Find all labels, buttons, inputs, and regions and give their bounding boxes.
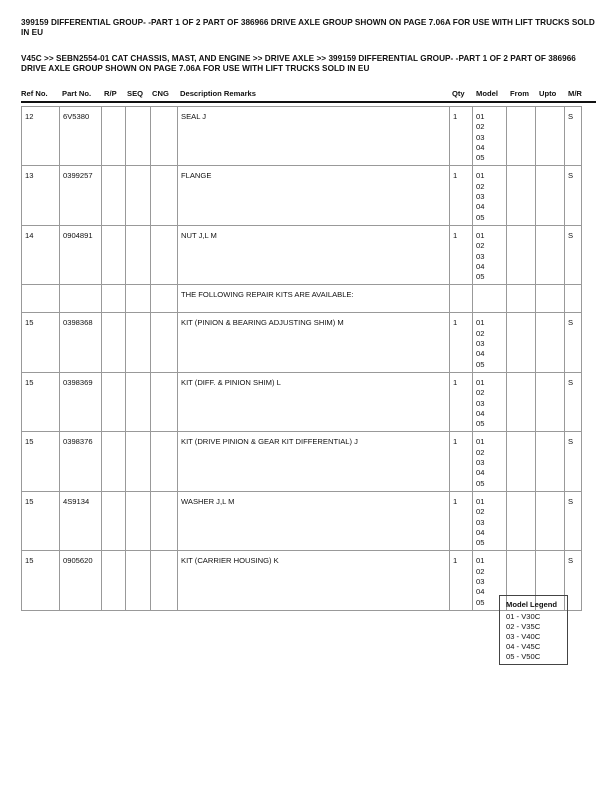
seq-cell bbox=[126, 166, 151, 225]
from-cell bbox=[507, 491, 536, 550]
from-cell bbox=[507, 285, 536, 313]
model-code: 01 bbox=[476, 496, 485, 506]
part-number-cell: 0398376 bbox=[60, 432, 102, 491]
model-code: 02 bbox=[476, 566, 485, 576]
mr-cell: S bbox=[565, 166, 582, 225]
ref-cell: 15 bbox=[22, 313, 60, 372]
qty-cell: 1 bbox=[450, 225, 473, 284]
header-divider bbox=[21, 101, 596, 103]
model-code: 04 bbox=[476, 202, 485, 212]
seq-cell bbox=[126, 372, 151, 431]
cng-cell bbox=[151, 166, 178, 225]
column-header-ref: Ref No. bbox=[21, 89, 48, 98]
model-code: 02 bbox=[476, 388, 485, 398]
ref-cell: 12 bbox=[22, 107, 60, 166]
model-code: 02 bbox=[476, 122, 485, 132]
model-code: 02 bbox=[476, 447, 485, 457]
qty-cell: 1 bbox=[450, 491, 473, 550]
model-code: 01 bbox=[476, 230, 485, 240]
model-legend-item: 02 - V35C bbox=[506, 622, 541, 631]
model-legend-item: 03 - V40C bbox=[506, 632, 541, 641]
qty-cell: 1 bbox=[450, 432, 473, 491]
model-cell bbox=[473, 313, 507, 372]
upto-cell bbox=[536, 372, 565, 431]
part-number-cell: 0904891 bbox=[60, 225, 102, 284]
model-code: 03 bbox=[476, 339, 485, 349]
model-code: 04 bbox=[476, 468, 485, 478]
column-header-mr: M/R bbox=[568, 89, 582, 98]
qty-cell: 1 bbox=[450, 372, 473, 431]
cng-cell bbox=[151, 285, 178, 313]
model-code: 05 bbox=[476, 153, 485, 163]
cng-cell bbox=[151, 225, 178, 284]
model-cell bbox=[473, 166, 507, 225]
model-legend bbox=[499, 595, 568, 665]
table-row bbox=[22, 313, 582, 372]
model-legend-item: 05 - V50C bbox=[506, 652, 541, 661]
description-cell: KIT (DRIVE PINION & GEAR KIT DIFFERENTIAL) J bbox=[178, 432, 450, 491]
description-cell: KIT (DIFF. & PINION SHIM) L bbox=[178, 372, 450, 431]
table-row bbox=[22, 166, 582, 225]
description-cell: SEAL J bbox=[178, 107, 450, 166]
model-code: 04 bbox=[476, 408, 485, 418]
cng-cell bbox=[151, 313, 178, 372]
from-cell bbox=[507, 225, 536, 284]
from-cell bbox=[507, 432, 536, 491]
model-code: 03 bbox=[476, 192, 485, 202]
part-number-cell: 6V5380 bbox=[60, 107, 102, 166]
upto-cell bbox=[536, 166, 565, 225]
model-code: 04 bbox=[476, 527, 485, 537]
table-row bbox=[22, 372, 582, 431]
model-cell bbox=[473, 432, 507, 491]
table-row bbox=[22, 107, 582, 166]
model-code: 03 bbox=[476, 251, 485, 261]
upto-cell bbox=[536, 285, 565, 313]
seq-cell bbox=[126, 551, 151, 610]
description-cell: NUT J,L M bbox=[178, 225, 450, 284]
mr-cell: S bbox=[565, 551, 582, 610]
upto-cell bbox=[536, 313, 565, 372]
mr-cell: S bbox=[565, 432, 582, 491]
model-code: 01 bbox=[476, 112, 485, 121]
description-cell: FLANGE bbox=[178, 166, 450, 225]
mr-cell: S bbox=[565, 225, 582, 284]
rp-cell bbox=[102, 225, 126, 284]
model-code: 03 bbox=[476, 517, 485, 527]
model-code: 04 bbox=[476, 349, 485, 359]
column-header-seq: SEQ bbox=[127, 89, 144, 98]
model-code: 03 bbox=[476, 458, 485, 468]
parts-table bbox=[21, 106, 582, 611]
model-legend-title: Model Legend bbox=[506, 600, 558, 609]
description-cell: THE FOLLOWING REPAIR KITS ARE AVAILABLE: bbox=[178, 285, 450, 313]
seq-cell bbox=[126, 313, 151, 372]
rp-cell bbox=[102, 313, 126, 372]
ref-cell: 15 bbox=[22, 491, 60, 550]
model-legend-item: 01 - V30C bbox=[506, 612, 541, 621]
model-cell bbox=[473, 372, 507, 431]
qty-cell: 1 bbox=[450, 313, 473, 372]
model-cell bbox=[473, 285, 507, 313]
ref-cell: 15 bbox=[22, 432, 60, 491]
ref-cell: 15 bbox=[22, 551, 60, 610]
part-number-cell: 0398369 bbox=[60, 372, 102, 431]
from-cell bbox=[507, 372, 536, 431]
upto-cell bbox=[536, 491, 565, 550]
model-code: 03 bbox=[476, 576, 485, 586]
from-cell bbox=[507, 166, 536, 225]
ref-cell bbox=[22, 285, 60, 313]
model-code: 04 bbox=[476, 587, 485, 597]
part-number-cell: 4S9134 bbox=[60, 491, 102, 550]
from-cell bbox=[507, 107, 536, 166]
column-header-desc: Description Remarks bbox=[180, 89, 256, 98]
model-code: 01 bbox=[476, 377, 485, 387]
cng-cell bbox=[151, 491, 178, 550]
model-code: 03 bbox=[476, 132, 485, 142]
model-code: 02 bbox=[476, 241, 485, 251]
rp-cell bbox=[102, 432, 126, 491]
seq-cell bbox=[126, 432, 151, 491]
cng-cell bbox=[151, 372, 178, 431]
seq-cell bbox=[126, 285, 151, 313]
table-row bbox=[22, 432, 582, 491]
model-code: 05 bbox=[476, 597, 485, 607]
model-code: 05 bbox=[476, 419, 485, 429]
column-header-cng: CNG bbox=[152, 89, 169, 98]
model-code: 02 bbox=[476, 181, 485, 191]
model-code: 02 bbox=[476, 507, 485, 517]
description-cell: KIT (PINION & BEARING ADJUSTING SHIM) M bbox=[178, 313, 450, 372]
upto-cell bbox=[536, 225, 565, 284]
column-header-part: Part No. bbox=[62, 89, 92, 98]
mr-cell bbox=[565, 285, 582, 313]
upto-cell bbox=[536, 432, 565, 491]
column-header-from: From bbox=[510, 89, 529, 98]
model-cell bbox=[473, 225, 507, 284]
breadcrumb: V45C >> SEBN2554-01 CAT CHASSIS, MAST, AND ENGINE >> DRIVE AXLE >> 399159 DIFFERENTIAL GROUP- -PART 1 OF 2 PART OF 386966 DRIVE AXLE GROUP SHOWN ON PAGE 7.06A FOR USE WITH LIFT TRUCKS SOLD IN EU bbox=[21, 54, 576, 73]
model-code: 01 bbox=[476, 556, 485, 566]
table-row bbox=[22, 491, 582, 550]
model-cell bbox=[473, 491, 507, 550]
table-row bbox=[22, 225, 582, 284]
qty-cell bbox=[450, 285, 473, 313]
table-row bbox=[22, 285, 582, 313]
qty-cell: 1 bbox=[450, 166, 473, 225]
seq-cell bbox=[126, 491, 151, 550]
part-number-cell: 0399257 bbox=[60, 166, 102, 225]
seq-cell bbox=[126, 107, 151, 166]
ref-cell: 14 bbox=[22, 225, 60, 284]
mr-cell: S bbox=[565, 372, 582, 431]
mr-cell: S bbox=[565, 107, 582, 166]
rp-cell bbox=[102, 166, 126, 225]
table-row bbox=[22, 551, 582, 610]
column-header-upto: Upto bbox=[539, 89, 557, 98]
mr-cell: S bbox=[565, 313, 582, 372]
model-code: 05 bbox=[476, 478, 485, 488]
rp-cell bbox=[102, 372, 126, 431]
part-number-cell: 0905620 bbox=[60, 551, 102, 610]
part-number-cell: 0398368 bbox=[60, 313, 102, 372]
description-cell: WASHER J,L M bbox=[178, 491, 450, 550]
model-code: 05 bbox=[476, 272, 485, 282]
qty-cell: 1 bbox=[450, 551, 473, 610]
model-code: 04 bbox=[476, 261, 485, 271]
page-title: 399159 DIFFERENTIAL GROUP- -PART 1 OF 2 PART OF 386966 DRIVE AXLE GROUP SHOWN ON PAGE 7.06A FOR USE WITH LIFT TRUCKS SOLD IN EU bbox=[21, 18, 595, 37]
ref-cell: 13 bbox=[22, 166, 60, 225]
model-code: 02 bbox=[476, 328, 485, 338]
model-code: 01 bbox=[476, 171, 485, 181]
model-code: 05 bbox=[476, 212, 485, 222]
upto-cell bbox=[536, 107, 565, 166]
part-number-cell bbox=[60, 285, 102, 313]
parts-table-body bbox=[22, 107, 582, 611]
model-code: 04 bbox=[476, 142, 485, 152]
model-code: 05 bbox=[476, 359, 485, 369]
model-cell bbox=[473, 107, 507, 166]
model-legend-item: 04 - V45C bbox=[506, 642, 541, 651]
model-code: 05 bbox=[476, 538, 485, 548]
rp-cell bbox=[102, 285, 126, 313]
from-cell bbox=[507, 313, 536, 372]
ref-cell: 15 bbox=[22, 372, 60, 431]
description-cell: KIT (CARRIER HOUSING) K bbox=[178, 551, 450, 610]
model-code: 01 bbox=[476, 318, 485, 328]
model-code: 03 bbox=[476, 398, 485, 408]
rp-cell bbox=[102, 107, 126, 166]
model-code: 01 bbox=[476, 437, 485, 447]
qty-cell: 1 bbox=[450, 107, 473, 166]
cng-cell bbox=[151, 107, 178, 166]
rp-cell bbox=[102, 551, 126, 610]
cng-cell bbox=[151, 551, 178, 610]
column-header-qty: Qty bbox=[452, 89, 465, 98]
seq-cell bbox=[126, 225, 151, 284]
mr-cell: S bbox=[565, 491, 582, 550]
cng-cell bbox=[151, 432, 178, 491]
column-header-model: Model bbox=[476, 89, 498, 98]
rp-cell bbox=[102, 491, 126, 550]
column-header-rp: R/P bbox=[104, 89, 117, 98]
